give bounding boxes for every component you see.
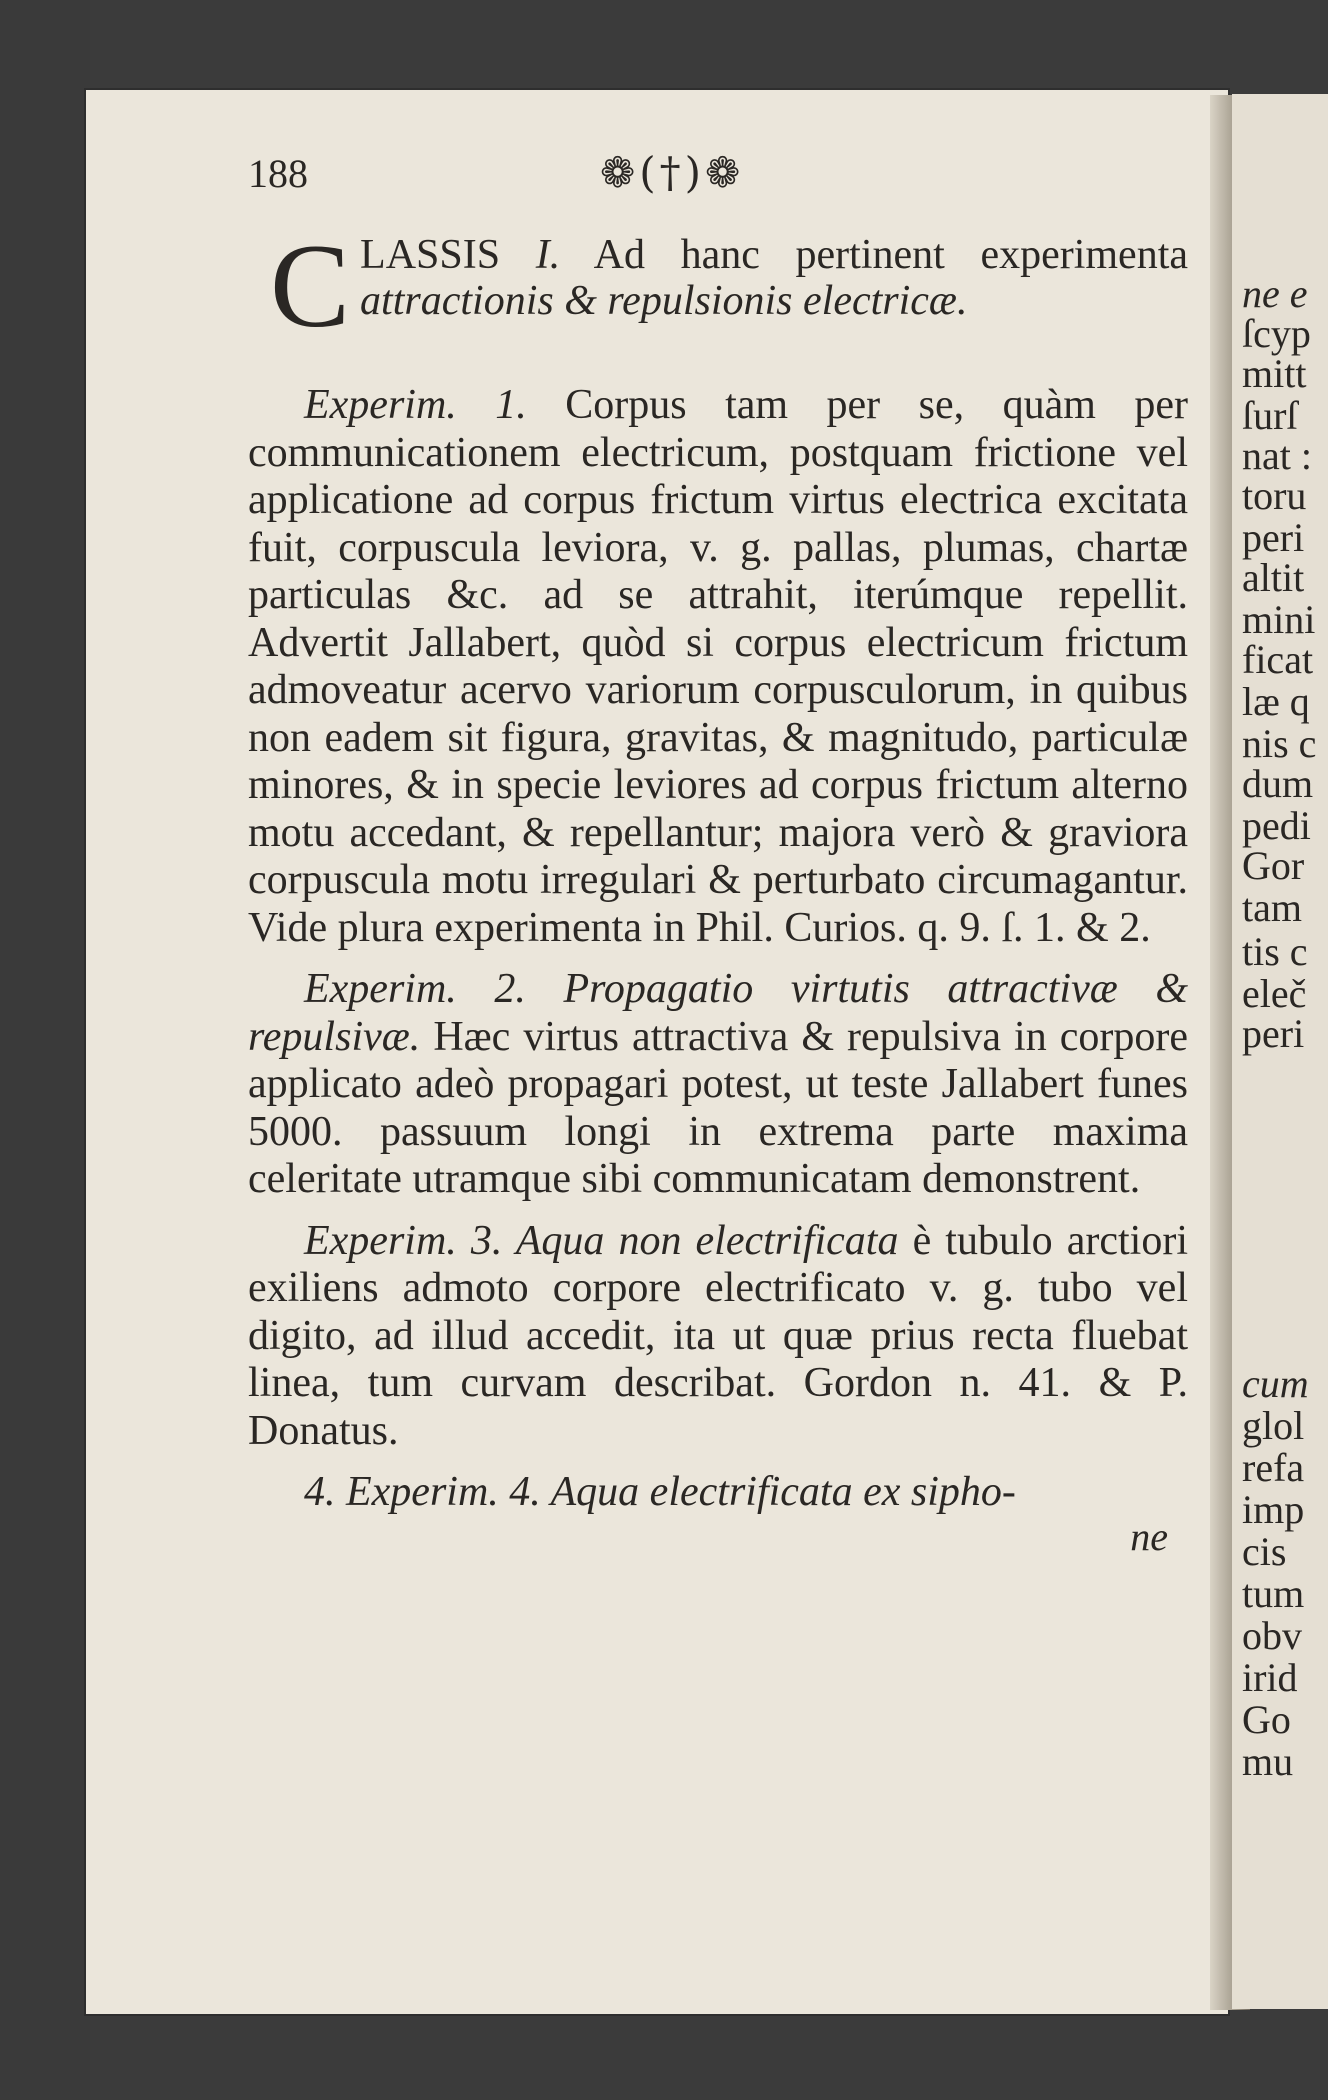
facing-page-line: cis [1242,1529,1287,1574]
facing-page-line: peri [1242,1011,1305,1056]
facing-page-line: Gor [1242,843,1305,888]
experiment-3 [248,1218,1188,1456]
facing-page-line: mini [1242,597,1316,642]
background-left [0,0,90,2100]
header-ornament: ❁(†)❁ [600,148,745,197]
facing-page-line: tis c [1242,929,1308,974]
facing-page-line: ſurſ [1242,393,1298,438]
experiment-text: Hæc virtus attractiva & repulsiva in corpore applicato adeò propagari potest, ut teste Jallabert funes 5000. passuum longi in extrema parte maxima celeritate utramque sibi communicatam demonstrent. [248,1013,1188,1202]
facing-page-line: mitt [1242,351,1307,396]
facing-page-line: pedi [1242,803,1311,848]
facing-page-line: nat : [1242,433,1312,478]
facing-page-line: cum [1242,1361,1309,1406]
classis-italic: attractionis & repulsionis electricæ. [360,278,968,324]
facing-page-line: glol [1242,1403,1305,1448]
experiment-text: Corpus tam per se, quàm per communicationem electricum, postquam frictione vel applicatione ad corpus frictum virtus electrica excitata fuit, corpuscula leviora, v. g. pallas, plumas, chartæ particulas &c. ad se attrahit, iterúmque repellit. Advertit Jallabert, quòd si corpus electricum frictum admoveatur acervo variorum corpusculorum, in quibus non eadem sit figura, gravitas, & magnitudo, particulæ minores, & in specie leviores ad corpus frictum alterno motu accedant, & repellantur; majora verò & graviora corpuscula motu irregulari & perturbato circumagantur. Vide plura experimenta in Phil. Curios. q. 9. ſ. 1. & 2. [248,382,1188,951]
facing-page-line: tum [1242,1571,1305,1616]
experiment-1 [248,382,1188,952]
page-body [248,219,1189,1560]
facing-page-line: ficat [1242,637,1314,682]
experiment-label: 4. Experim. 4. Aqua electrificata ex sipho- [304,1469,1016,1515]
facing-page-line: nis c [1242,721,1317,766]
facing-page-line: eleč [1242,971,1307,1016]
facing-page-line: toru [1242,473,1307,518]
facing-page-line: imp [1242,1487,1305,1532]
facing-page-line: ſcyp [1242,311,1311,356]
experiment-2 [248,966,1188,1204]
experiment-text: è tubulo arctiori exiliens admoto corpore electrificato v. g. tubo vel digito, ad illud accedit, ita ut quæ prius recta fluebat linea, tum curvam describat. Gordon n. 41. & P. Donatus. [248,1217,1189,1454]
experiment-label: Experim. 1. [304,382,527,428]
classis-numeral: I. [535,232,561,278]
facing-page-line: peri [1242,515,1305,560]
facing-page [1232,94,1328,2009]
experiment-label: Experim. 3. Aqua non electrificata [304,1217,899,1264]
facing-page-line: refa [1242,1445,1305,1490]
classis-text: Ad hanc pertinent experimenta [593,232,1189,278]
page-header [248,150,868,210]
facing-page-line: altit [1242,555,1305,600]
facing-page-line: læ q [1242,679,1310,724]
classis-heading [248,219,1189,352]
facing-page-line: ne e [1242,271,1308,316]
facing-page-line: tam [1242,885,1302,930]
page-number: 188 [248,151,308,196]
facing-page-line: obv [1242,1613,1302,1658]
experiment-label: Experim. 2. Propagatio virtutis attractivæ & repulsivæ. [248,966,1188,1060]
facing-page-line: irid [1242,1655,1298,1700]
classis-lead: LASSIS [360,232,501,278]
facing-page-line: mu [1242,1739,1294,1784]
facing-page-line: dum [1242,761,1314,806]
facing-page-line: Go [1242,1697,1291,1742]
drop-cap: C [270,219,351,352]
catchword: ne [1130,1513,1168,1559]
experiment-4 [248,1469,1188,1517]
